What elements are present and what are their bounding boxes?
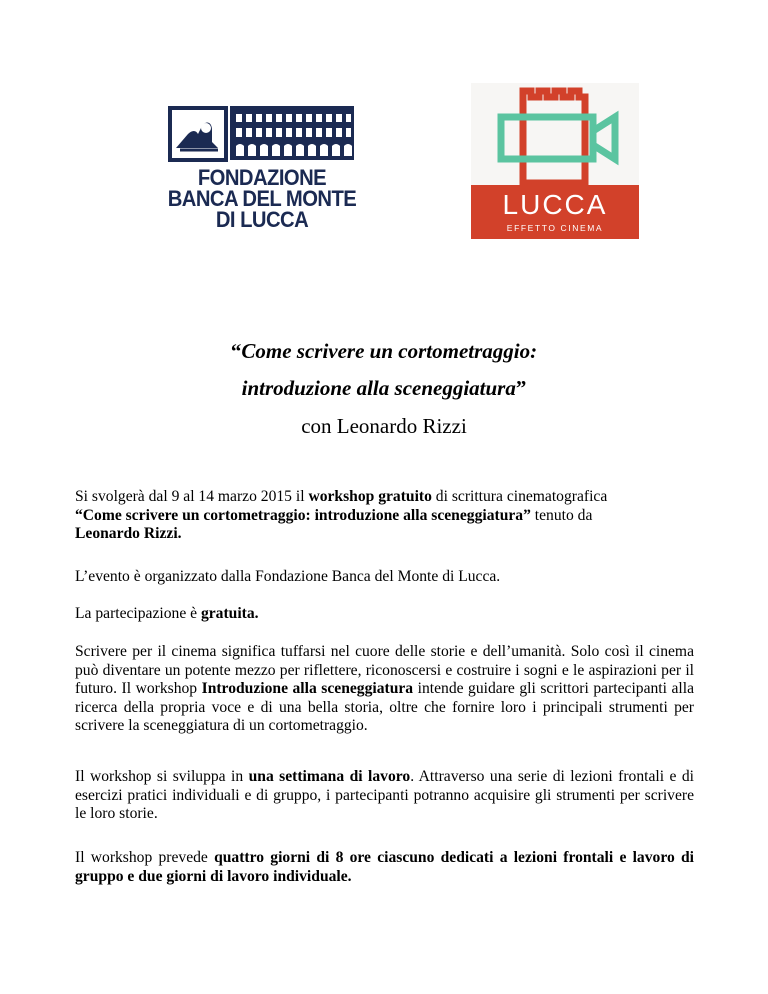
p1-text-c: di scrittura cinematografica [431, 488, 608, 505]
title-text-2: introduzione alla sceneggiatura [241, 376, 516, 400]
fondazione-line2: BANCA DEL MONTE [167, 186, 357, 211]
p1-bold-title: “Come scrivere un cortometraggio: introduzione alla sceneggiatura” [75, 506, 531, 524]
p3-bold-free: gratuita. [200, 605, 259, 622]
p6-bold-schedule: quattro giorni di 8 ore ciascuno dedicati a lezioni frontali e lavoro di gruppo e due giorni di lavoro individuale. [75, 849, 694, 885]
title-text-1: Come scrivere un cortometraggio: [241, 339, 538, 363]
p1-text-a: Si svolgerà dal 9 al 14 marzo 2015 il [75, 488, 309, 505]
paragraph-structure [75, 768, 694, 824]
lucca-subtitle: EFFETTO CINEMA [506, 223, 604, 233]
title-line-2 [0, 376, 768, 400]
p1-bold-workshop: workshop gratuito [308, 488, 432, 505]
title-line-1 [0, 339, 768, 363]
p3-text-a: La partecipazione è [75, 605, 201, 622]
fondazione-line3: DI LUCCA [215, 207, 309, 232]
paragraph-schedule [75, 849, 694, 886]
p5-text-c: . Attraverso una serie di lezioni frontali e di esercizi pratici individuali e di gruppo, i partecipanti potranno acquisire gli strumenti per scrivere le loro storie. [75, 768, 694, 822]
palazzo-icon [168, 104, 356, 162]
lucca-effetto-cinema-logo [471, 83, 639, 239]
fondazione-line1: FONDAZIONE [197, 165, 327, 190]
p5-text-a: Il workshop si sviluppa in [75, 768, 249, 785]
fondazione-wordmark [146, 167, 378, 230]
p4-bold-workshop-name: Introduzione alla sceneggiatura [201, 680, 414, 697]
p1-bold-speaker: Leonardo Rizzi. [75, 525, 182, 542]
tower-camera-icon [471, 83, 639, 185]
lucca-wordmark: LUCCA [502, 189, 608, 220]
paragraph-free [75, 605, 694, 624]
paragraph-description [75, 643, 694, 736]
speaker-line: con Leonardo Rizzi [301, 414, 467, 438]
p1-text-e: tenuto da [530, 506, 593, 524]
paragraph-intro [75, 488, 694, 544]
p4-text-a: Scrivere per il cinema significa tuffarsi nel cuore delle storie e dell’umanità. Solo così il cinema può diventare un potente mezzo per riflettere, riconoscersi e costruire i sogni e le aspirazioni per il futuro. Il workshop [75, 643, 694, 697]
paragraph-organizer: L’evento è organizzato dalla Fondazione Banca del Monte di Lucca. [75, 568, 501, 585]
p4-text-c: intende guidare gli scrittori partecipanti alla ricerca della propria voce e di una bella storia, oltre che fornire loro i principali strumenti per scrivere la sceneggiatura di un cortometraggio. [75, 680, 694, 734]
fondazione-logo [136, 104, 388, 234]
title-close-quote: ” [515, 376, 527, 400]
p5-bold-week: una settimana di lavoro [248, 768, 411, 785]
p6-text-a: Il workshop prevede [75, 849, 215, 866]
title-open-quote: “ [230, 339, 242, 363]
